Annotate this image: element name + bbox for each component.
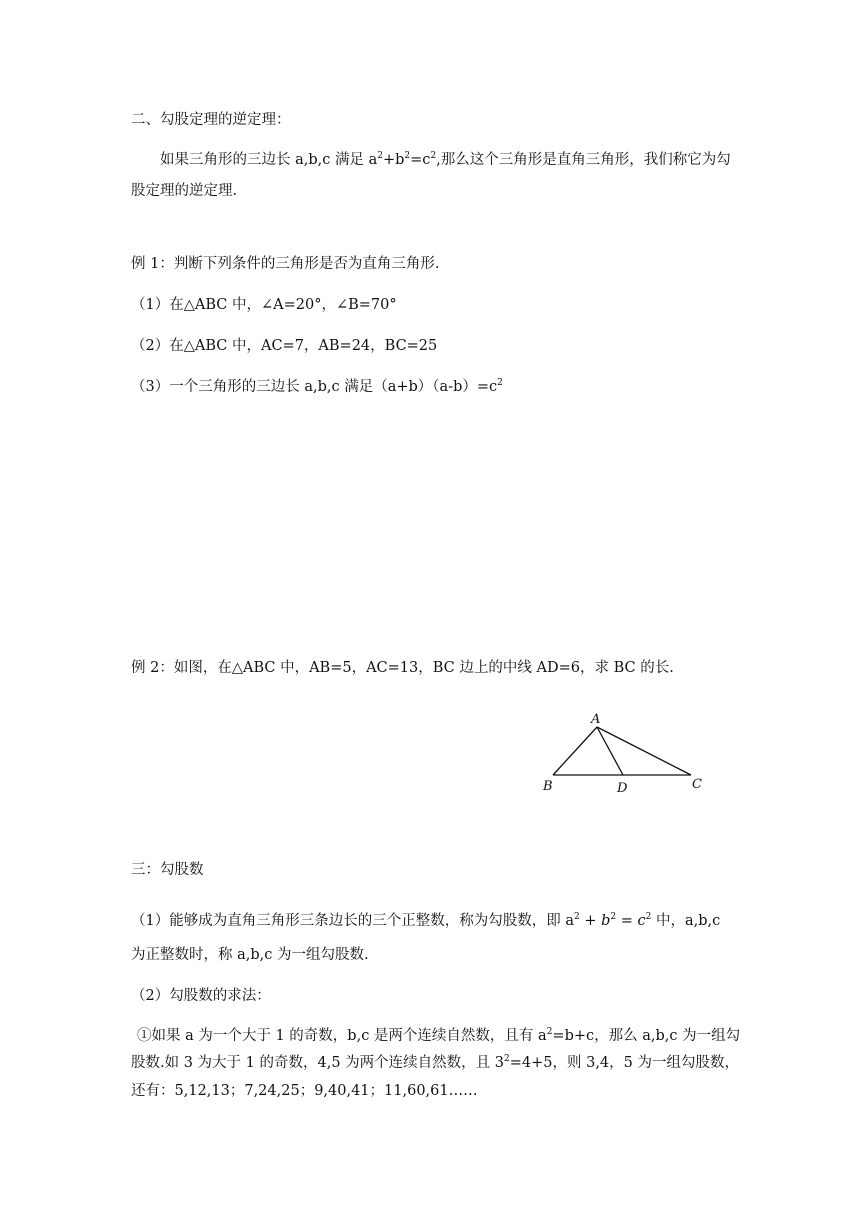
triples-method-line-2	[131, 1053, 739, 1073]
side-ab	[553, 727, 597, 775]
triples-method-line-1	[137, 1026, 740, 1046]
example1-item-3	[131, 377, 503, 397]
superscript: 2	[610, 912, 617, 923]
text-run: 中，a,b,c	[651, 913, 721, 929]
text-run: =	[616, 913, 638, 929]
superscript: 2	[430, 151, 437, 162]
vertex-label-d: D	[617, 781, 628, 796]
vertex-label-c: C	[692, 777, 702, 792]
superscript: 2	[377, 151, 383, 162]
math-var-b: b	[601, 913, 611, 929]
text-run: =b+c，那么 a,b,c 为一组勾	[552, 1028, 741, 1044]
side-ac	[597, 727, 691, 775]
vertex-label-a: A	[591, 712, 601, 727]
text-run: 如果三角形的三边长 a,b,c 满足 a	[160, 152, 378, 168]
superscript: 2	[504, 1054, 510, 1065]
example1-item-1: （1）在△ABC 中，∠A=20°，∠B=70°	[131, 297, 397, 313]
superscript: 2	[404, 151, 411, 162]
text-run: =c	[410, 152, 431, 168]
text-run: =4+5，则 3,4，5 为一组勾股数，	[509, 1055, 739, 1071]
superscript: 2	[497, 378, 503, 389]
triples-definition-cont: 为正整数时，称 a,b,c 为一组勾股数.	[131, 947, 369, 963]
triples-definition	[131, 911, 720, 931]
vertex-label-b: B	[543, 779, 553, 794]
section-heading-converse: 二、勾股定理的逆定理：	[131, 112, 291, 128]
triples-method-heading: （2）勾股数的求法：	[131, 988, 271, 1004]
text-run: （1）能够成为直角三角形三条边长的三个正整数，称为勾股数，即 a	[131, 913, 574, 929]
text-run: 股数.如 3 为大于 1 的奇数，4,5 为两个连续自然数，且 3	[131, 1055, 504, 1071]
text-run: （3）一个三角形的三边长 a,b,c 满足（a+b）（a-b）=c	[131, 379, 498, 395]
text-run: ,那么这个三角形是直角三角形，我们称它为勾	[436, 152, 731, 168]
superscript: 2	[573, 912, 580, 923]
example2-title: 例 2：如图，在△ABC 中，AB=5，AC=13，BC 边上的中线 AD=6，求 BC 的长.	[131, 660, 674, 676]
math-var-c: c	[637, 913, 646, 929]
text-run: +	[579, 913, 602, 929]
example1-title: 例 1：判断下列条件的三角形是否为直角三角形.	[131, 256, 440, 272]
superscript: 2	[546, 1027, 553, 1038]
section-heading-pythagorean-triples: 三：勾股数	[131, 862, 204, 878]
superscript: 2	[645, 912, 652, 923]
converse-theorem-text	[160, 150, 731, 170]
example1-item-2: （2）在△ABC 中，AC=7，AB=24，BC=25	[131, 338, 438, 354]
text-run: +b	[382, 152, 405, 168]
triples-method-line-3: 还有：5,12,13；7,24,25；9,40,41；11,60,61……	[131, 1083, 478, 1099]
text-run: ①如果 a 为一个大于 1 的奇数，b,c 是两个连续自然数，且有 a	[137, 1028, 547, 1044]
triangle-figure	[535, 710, 735, 800]
converse-theorem-text-cont: 股定理的逆定理.	[131, 183, 238, 199]
